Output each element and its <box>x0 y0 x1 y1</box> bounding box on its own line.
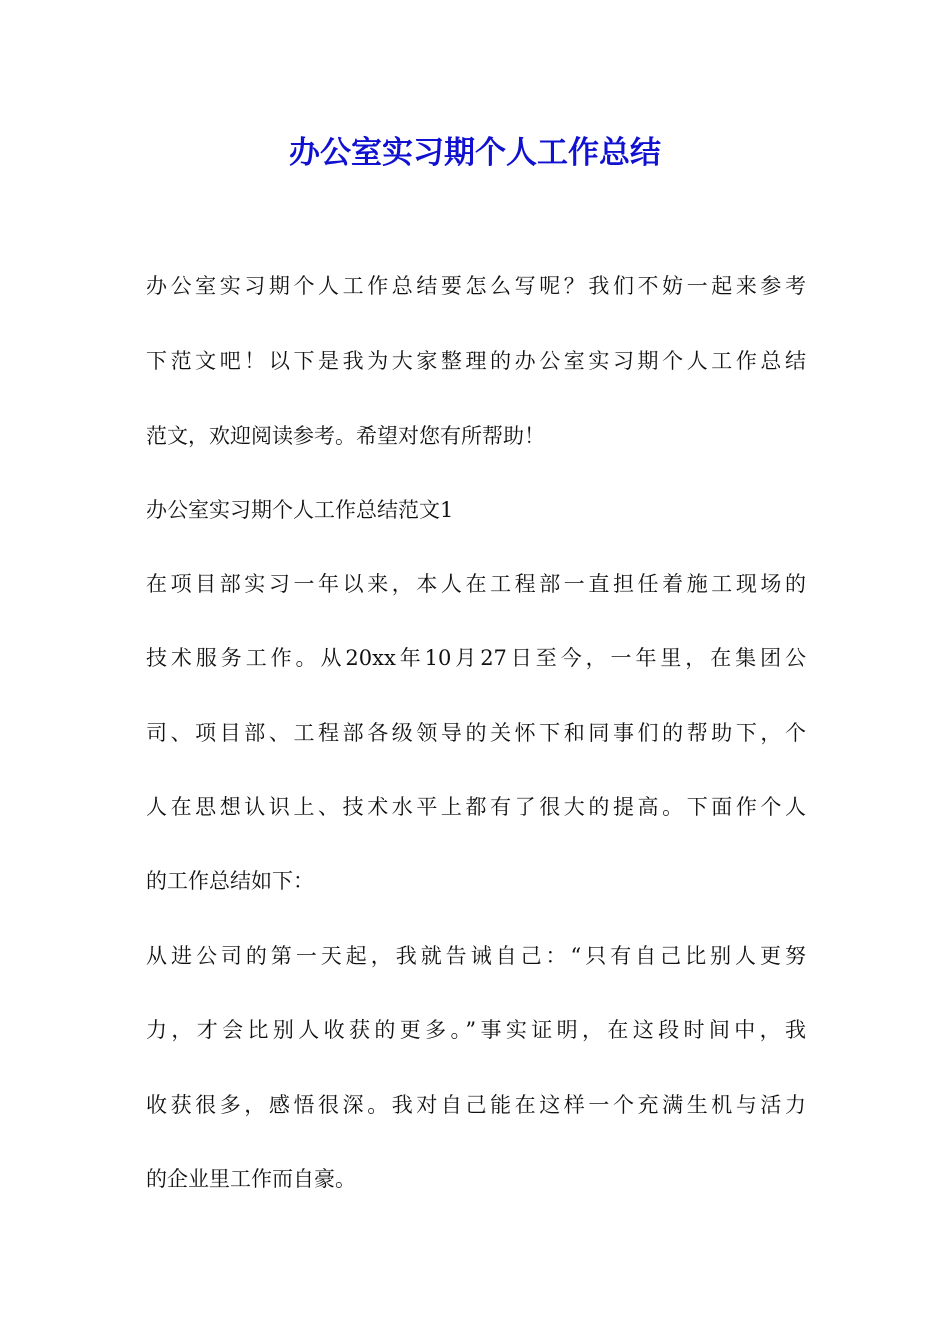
paragraph-line: 技术服务工作。从20xx年10月27日至今，一年里，在集团公 <box>146 646 806 670</box>
paragraph-line: 司、项目部、工程部各级领导的关怀下和同事们的帮助下，个 <box>146 721 806 745</box>
paragraph-line: 从进公司的第一天起，我就告诫自己：“只有自己比别人更努 <box>146 944 806 968</box>
section-heading: 办公室实习期个人工作总结范文1 <box>146 498 454 522</box>
paragraph-line: 办公室实习期个人工作总结要怎么写呢？我们不妨一起来参考 <box>146 274 806 298</box>
paragraph-line: 的工作总结如下： <box>146 869 314 893</box>
paragraph-line: 范文，欢迎阅读参考。希望对您有所帮助！ <box>146 424 545 448</box>
paragraph-line: 的企业里工作而自豪。 <box>146 1167 356 1191</box>
paragraph-line: 收获很多，感悟很深。我对自己能在这样一个充满生机与活力 <box>146 1093 806 1117</box>
paragraph-line: 下范文吧！以下是我为大家整理的办公室实习期个人工作总结 <box>146 349 806 373</box>
paragraph-line: 力，才会比别人收获的更多。”事实证明，在这段时间中，我 <box>146 1018 806 1042</box>
paragraph-line: 人在思想认识上、技术水平上都有了很大的提高。下面作个人 <box>146 795 806 819</box>
paragraph-line: 在项目部实习一年以来，本人在工程部一直担任着施工现场的 <box>146 572 806 596</box>
document-title: 办公室实习期个人工作总结 <box>289 135 661 171</box>
